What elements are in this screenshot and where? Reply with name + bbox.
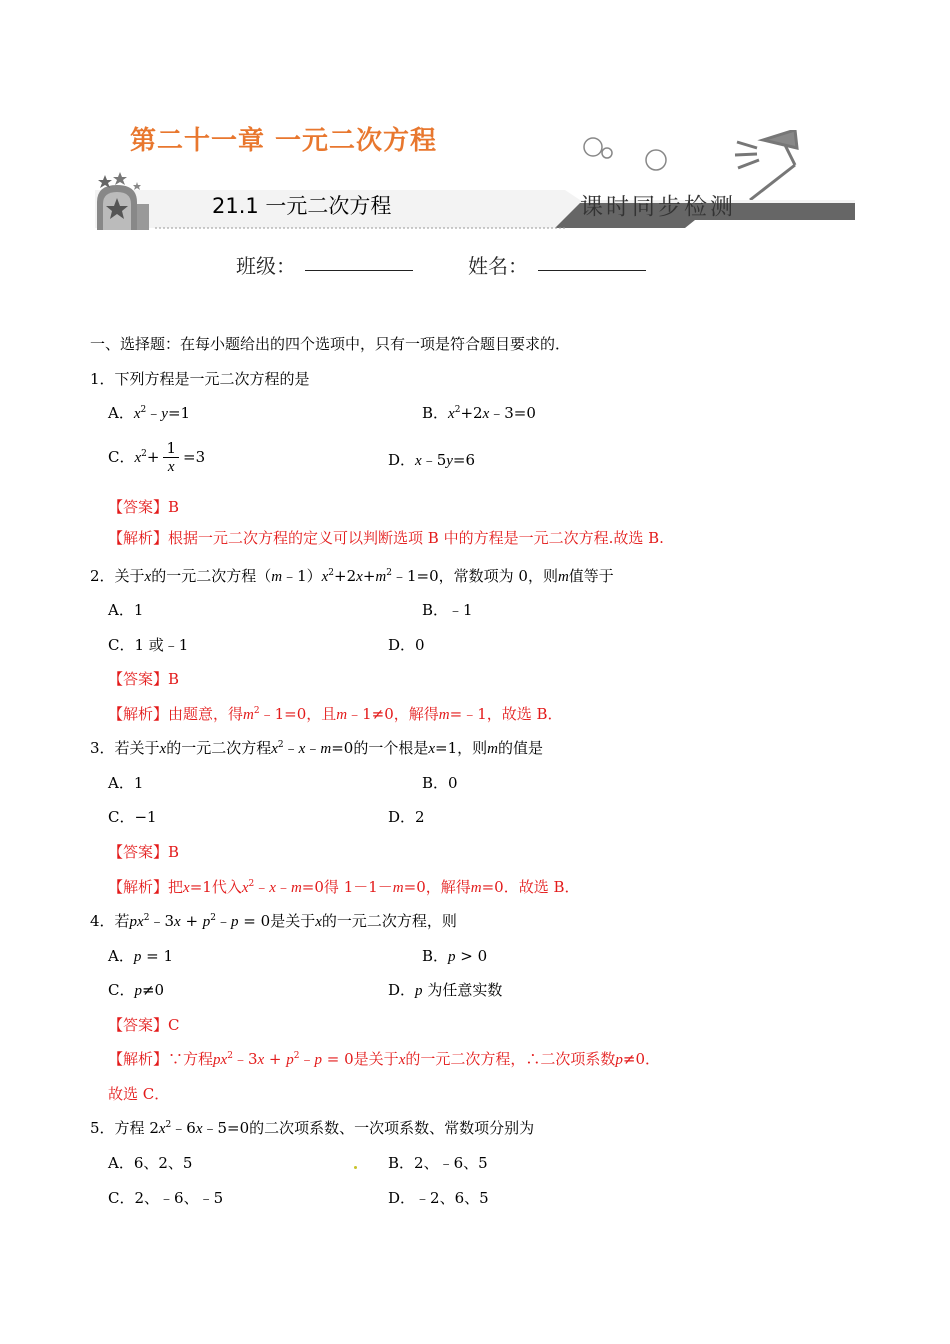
q2-option-a: A．1	[108, 601, 144, 619]
class-label: 班级：	[236, 254, 296, 278]
q3-option-a: A．1	[108, 774, 144, 792]
q2-option-d: D．0	[388, 636, 425, 654]
q4-option-b: B．p > 0	[422, 947, 488, 965]
instructions: 一、选择题：在每小题给出的四个选项中，只有一项是符合题目要求的．	[90, 335, 571, 353]
name-label: 姓名：	[468, 254, 528, 278]
class-blank[interactable]	[305, 270, 413, 271]
q2-answer: 【答案】B	[108, 670, 180, 688]
lamp-icon	[735, 130, 797, 200]
q4-option-a: A．p = 1	[108, 947, 173, 965]
q1-analysis: 【解析】根据一元二次方程的定义可以判断选项 B 中的方程是一元二次方程.故选 B.	[108, 529, 664, 547]
q4-analysis: 【解析】∵方程$px^2﹣3x$ + $p^2﹣p = 0$是关于x的一元二次方程，∴二次项系数p≠0．	[108, 1050, 660, 1068]
q4-analysis-conclusion: 故选 C．	[108, 1085, 170, 1103]
q1-option-b: B．$x^2+2x﹣3=0$	[422, 404, 536, 422]
q3-answer: 【答案】B	[108, 843, 180, 861]
q4-option-d: D．p 为任意实数	[388, 981, 503, 999]
q5-stem: 5．方程 $2x^2﹣6x﹣5=0$的二次项系数、一次项系数、常数项分别为	[90, 1119, 535, 1137]
chapter-title: 第二十一章 一元二次方程	[130, 126, 438, 156]
q3-option-b: B．0	[422, 774, 458, 792]
sync-label: 课时同步检测	[580, 194, 736, 220]
q4-option-c: C．p≠0	[108, 981, 165, 999]
header-banner-graphic	[95, 130, 865, 240]
bubbles-icon	[584, 138, 666, 170]
q2-option-b: B．﹣1	[422, 601, 473, 619]
q3-option-d: D．2	[388, 808, 425, 826]
q3-option-c: C．−1	[108, 808, 157, 826]
section-title: 21.1 一元二次方程	[212, 194, 392, 218]
q2-option-c: C．1 或﹣1	[108, 636, 189, 654]
stray-dot	[354, 1166, 357, 1169]
q4-answer: 【答案】C	[108, 1016, 180, 1034]
q1-answer: 【答案】B	[108, 498, 180, 516]
q5-option-d: D．﹣2、6、5	[388, 1189, 489, 1207]
q1-stem: 1．下列方程是一元二次方程的是	[90, 370, 310, 388]
q5-option-c: C．2、﹣6、﹣5	[108, 1189, 224, 1207]
q4-stem: 4．若$px^2﹣3x$ + $p^2﹣p = 0$是关于x的一元二次方程，则	[90, 912, 457, 930]
name-blank[interactable]	[538, 270, 646, 271]
q5-option-b: B．2、﹣6、5	[388, 1154, 488, 1172]
q2-stem: 2．关于x的一元二次方程$(m﹣1)x^2+2x+m^2﹣1=0$，常数项为 0，则m值等于	[90, 567, 614, 585]
q1-option-c: C．$x^2+$ $\frac{1}{x}$ =3	[108, 439, 206, 475]
q1-option-d: D．x﹣5y=6	[388, 451, 476, 469]
q3-analysis: 【解析】把x=1代入$x^2﹣x﹣m=0$得 1－1－m=0，解得m=0．故选 B．	[108, 878, 580, 896]
q2-analysis: 【解析】由题意，得$m^2﹣1=0$，且m﹣1≠0，解得m=﹣1，故选 B．	[108, 705, 563, 723]
q1-option-a: A．$x^2﹣y=1$	[108, 404, 191, 422]
q3-stem: 3．若关于x的一元二次方程$x^2﹣x﹣m=0$的一个根是x=1，则m的值是	[90, 739, 543, 757]
q5-option-a: A．6、2、5	[108, 1154, 193, 1172]
